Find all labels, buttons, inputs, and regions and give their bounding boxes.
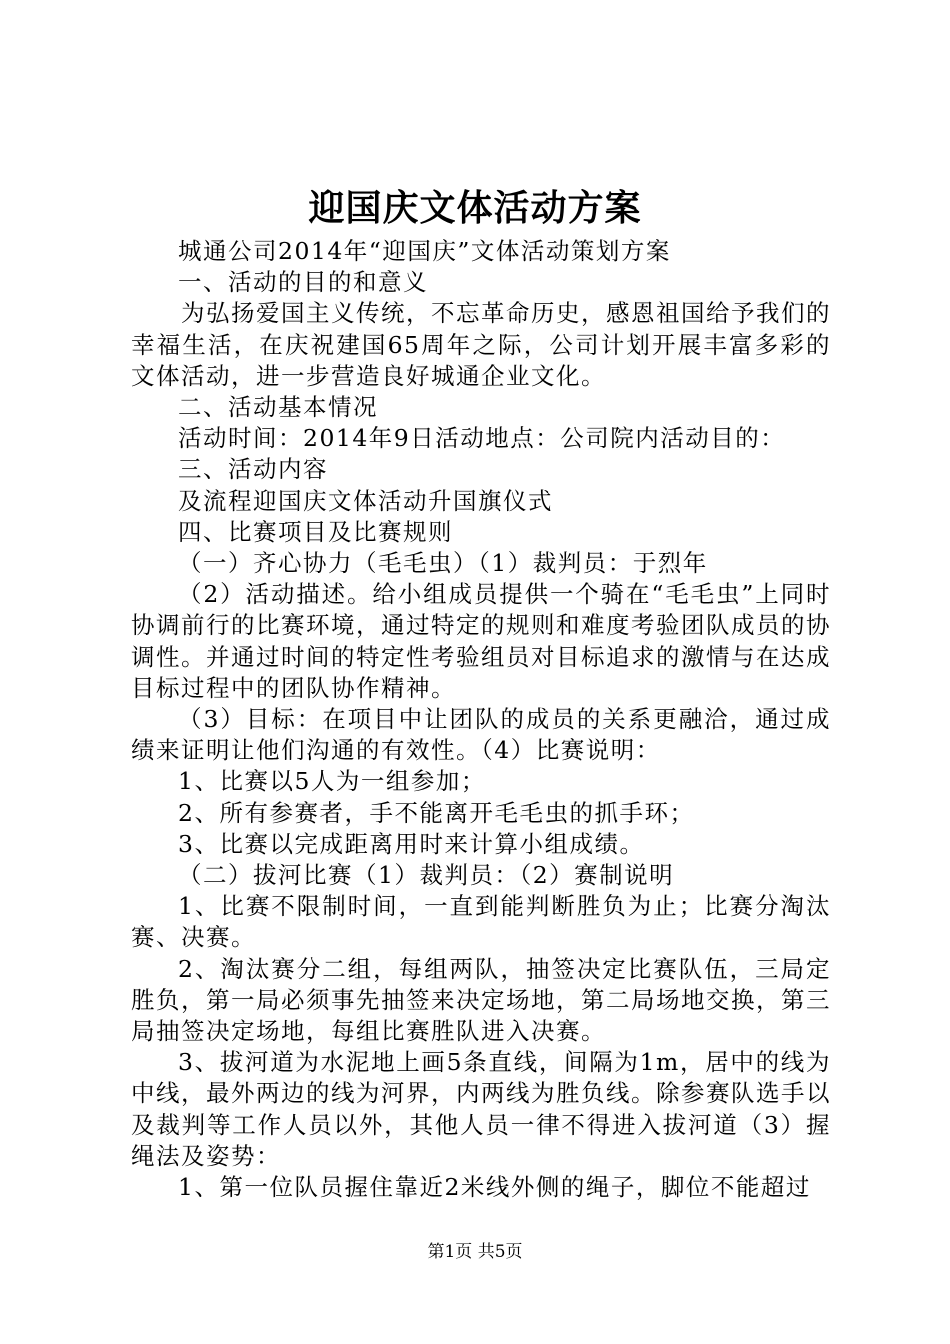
list-item: 1、比赛以5人为一组参加； xyxy=(178,767,486,796)
section-heading-4: 四、比赛项目及比赛规则 xyxy=(178,517,453,546)
paragraph-time-place: 活动时间：2014年9日活动地点：公司院内活动目的： xyxy=(178,424,786,453)
list-item: 1、第一位队员握住靠近2米线外侧的绳子，脚位不能超过 xyxy=(178,1173,811,1202)
section-heading-3: 三、活动内容 xyxy=(178,455,328,484)
paragraph-item-2: （二）拔河比赛（1）裁判员：（2）赛制说明 xyxy=(178,861,675,890)
list-item: 2、淘汰赛分二组，每组两队，抽签决定比赛队伍，三局定胜负，第一局必须事先抽签来决定场地，第二局场地交换，第三局抽签决定场地，每组比赛胜队进入决赛。 xyxy=(131,954,831,1046)
paragraph-item-1-goal: （3）目标：在项目中让团队的成员的关系更融洽，通过成绩来证明让他们沟通的有效性。（4）比赛说明： xyxy=(131,705,831,765)
paragraph-flow: 及流程迎国庆文体活动升国旗仪式 xyxy=(178,486,553,515)
section-heading-2: 二、活动基本情况 xyxy=(178,393,378,422)
list-item: 3、比赛以完成距离用时来计算小组成绩。 xyxy=(178,829,645,858)
page-number-footer: 第1页 共5页 xyxy=(427,1242,523,1262)
document-title: 迎国庆文体活动方案 xyxy=(308,187,642,229)
paragraph-item-1-description: （2）活动描述。给小组成员提供一个骑在“毛毛虫”上同时协调前行的比赛环境，通过特定的规则和难度考验团队成员的协调性。并通过时间的特定性考验组员对目标追求的激情与在达成目标过程中的团队协作精神。 xyxy=(131,580,831,702)
section-heading-1: 一、活动的目的和意义 xyxy=(178,268,428,297)
list-item: 2、所有参赛者，手不能离开毛毛虫的抓手环； xyxy=(178,798,695,827)
paragraph-item-1: （一）齐心协力（毛毛虫）（1）裁判员：于烈年 xyxy=(178,549,708,578)
list-item: 3、拔河道为水泥地上画5条直线，间隔为1m，居中的线为中线，最外两边的线为河界，内两线为胜负线。除参赛队选手以及裁判等工作人员以外，其他人员一律不得进入拔河道（3）握绳法及姿势： xyxy=(131,1048,831,1170)
document-body xyxy=(131,236,831,1203)
paragraph-purpose: 为弘扬爱国主义传统，不忘革命历史，感恩祖国给予我们的幸福生活，在庆祝建国65周年之际，公司计划开展丰富多彩的文体活动，进一步营造良好城通企业文化。 xyxy=(131,299,831,390)
list-item: 1、比赛不限制时间，一直到能判断胜负为止；比赛分淘汰赛、决赛。 xyxy=(131,892,831,952)
paragraph-subtitle: 城通公司2014年“迎国庆”文体活动策划方案 xyxy=(178,237,671,265)
